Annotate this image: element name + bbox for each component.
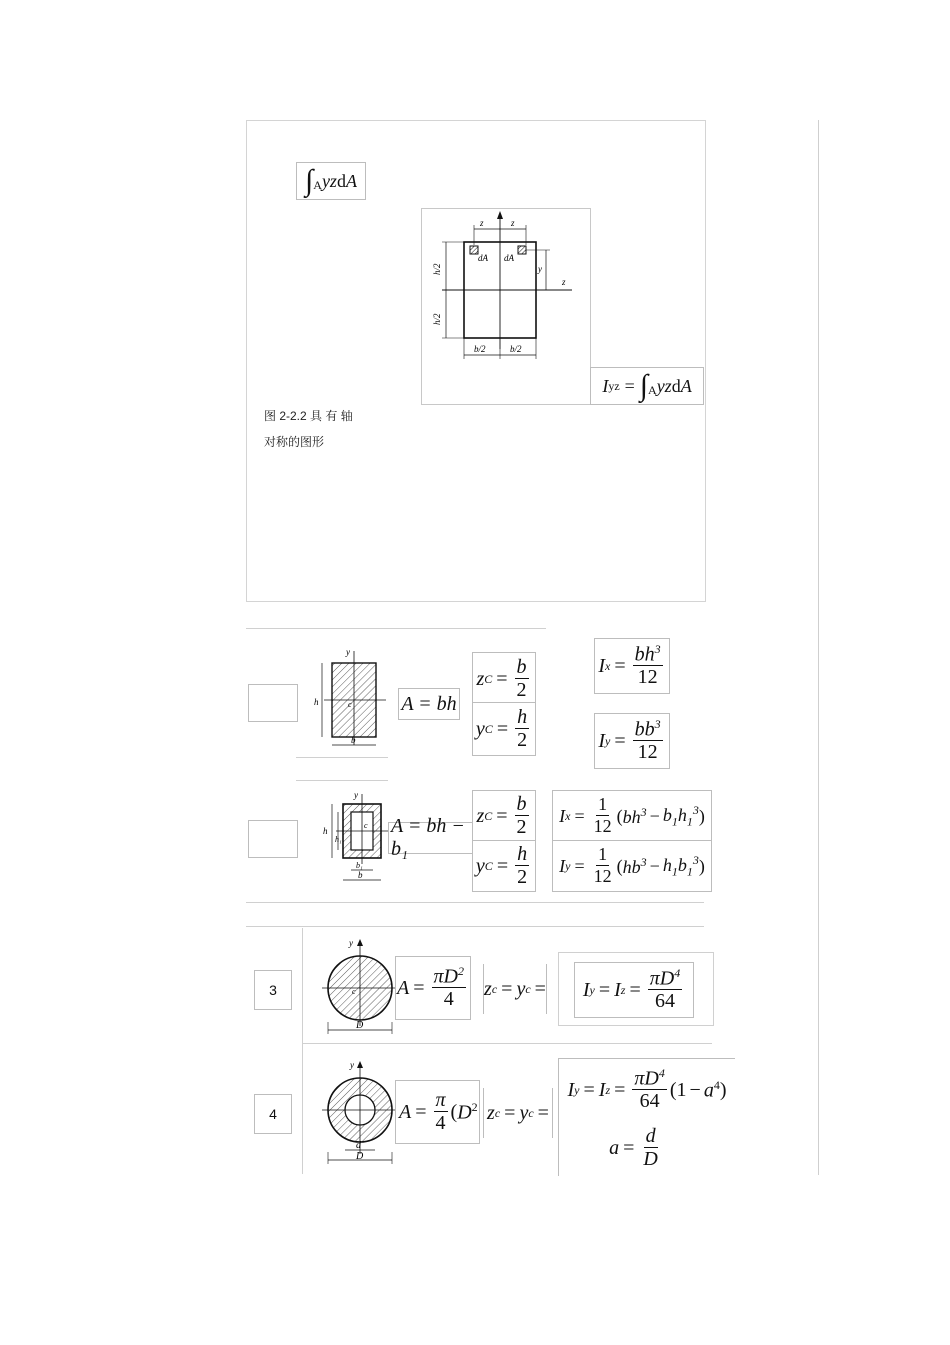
row4-centroid: z c = y c = xyxy=(483,1088,553,1138)
row1-centroid-y: y C = $\frac{h}{2}$ xyxy=(472,702,536,756)
row1-shape xyxy=(296,645,390,755)
row4-inertia: I y = I z = $\frac{\pi D^4}{64}$ (1 − $a^4$ ) xyxy=(558,1058,735,1121)
row1-b-label: b xyxy=(351,735,356,745)
h2-label-top: h/2 xyxy=(432,263,442,275)
z-label-right: z xyxy=(511,218,515,228)
row1-area xyxy=(398,688,460,720)
right-page-rule xyxy=(818,120,819,1175)
symmetric-figure xyxy=(421,208,591,405)
row3-c-label: c xyxy=(352,987,356,996)
dA-label-left: dA xyxy=(478,253,488,263)
iyz-formula: I yz = ∫ $_A$ yz d A xyxy=(590,367,704,405)
row2-number-cell xyxy=(248,820,298,858)
row2-y-label: y xyxy=(354,790,358,800)
row2-centroid-z: z C = $\frac{b}{2}$ xyxy=(472,790,536,842)
row2-inertia-y: I y = $\frac{1}{12}$ ( $hb^3$ − $h_1b_1^3$ ) xyxy=(552,840,712,892)
row1-inertia-y: I y = $\frac{bb^3}{12}$ xyxy=(594,713,670,769)
figure-caption-line2: 对称的图形 xyxy=(264,435,325,449)
h2-label-bottom: h/2 xyxy=(432,313,442,325)
row2-area xyxy=(388,815,474,860)
row2-shape xyxy=(310,790,390,886)
row4-area: A = $\frac{\pi}{4}$ ( $D^2$ xyxy=(395,1080,480,1144)
figure-caption-line1: 图 2-2.2 具 有 轴 xyxy=(264,409,353,423)
row3-inertia: I y = I z = $\frac{\pi D^4}{64}$ xyxy=(574,962,694,1018)
row4-d-label: d xyxy=(356,1140,361,1151)
row1-bottom-rule-2 xyxy=(296,780,388,781)
row3-D-label: D xyxy=(356,1020,364,1031)
row2-h1-label: h₁ xyxy=(335,835,342,844)
y-label: y xyxy=(538,264,542,274)
row2-bottom-rule xyxy=(246,902,704,903)
b2-label-left: b/2 xyxy=(474,344,486,354)
row2-centroid-y: y C = $\frac{h}{2}$ xyxy=(472,840,536,892)
row2-c-label: c xyxy=(364,821,368,830)
table-top-rule xyxy=(246,628,546,629)
row3-area: A = $\frac{\pi D^2}{4}$ xyxy=(395,956,471,1020)
row3-bottom-rule xyxy=(302,1043,712,1044)
row3-number-cell: 3 xyxy=(254,970,292,1010)
row3-shape xyxy=(318,936,402,1038)
row1-c-label: c xyxy=(348,700,352,709)
row2-bottom-rule-2 xyxy=(246,926,704,927)
b2-label-right: b/2 xyxy=(510,344,522,354)
row4-ratio: a = $\frac{d}{D}$ xyxy=(558,1120,713,1176)
row1-h-label: h xyxy=(314,697,319,707)
row2-h-label: h xyxy=(323,826,328,836)
row3-y-label: y xyxy=(349,938,353,948)
row2-area-text: A = bh − b₁ xyxy=(391,815,465,860)
row1-bottom-rule xyxy=(296,757,388,758)
row3-centroid: z c = y c = xyxy=(483,964,547,1014)
row1-y-label: y xyxy=(346,647,350,657)
integral-formula: ∫ $_A$ yz d A xyxy=(296,162,366,200)
z-label-left: z xyxy=(480,218,484,228)
row2-b1-label: b₁ xyxy=(356,861,363,870)
row2-b-label: b xyxy=(358,870,363,880)
row1-area-text: A = bh xyxy=(401,692,457,715)
row4-number-cell: 4 xyxy=(254,1094,292,1134)
z-axis-label: z xyxy=(562,277,566,287)
row2-inertia-x: I x = $\frac{1}{12}$ ( $bh^3$ − $b_1h_1^3$ ) xyxy=(552,790,712,842)
row1-number-cell xyxy=(248,684,298,722)
row4-shape xyxy=(318,1058,402,1168)
rectangle-axis-diagram xyxy=(422,209,590,404)
row4-D-label: D xyxy=(356,1151,364,1162)
row1-inertia-x: I x = $\frac{bh^3}{12}$ xyxy=(594,638,670,694)
row1-centroid-z: z C = $\frac{b}{2}$ xyxy=(472,652,536,706)
dA-label-right: dA xyxy=(504,253,514,263)
row3-left-rule xyxy=(302,928,303,1174)
row4-y-label: y xyxy=(350,1060,354,1070)
